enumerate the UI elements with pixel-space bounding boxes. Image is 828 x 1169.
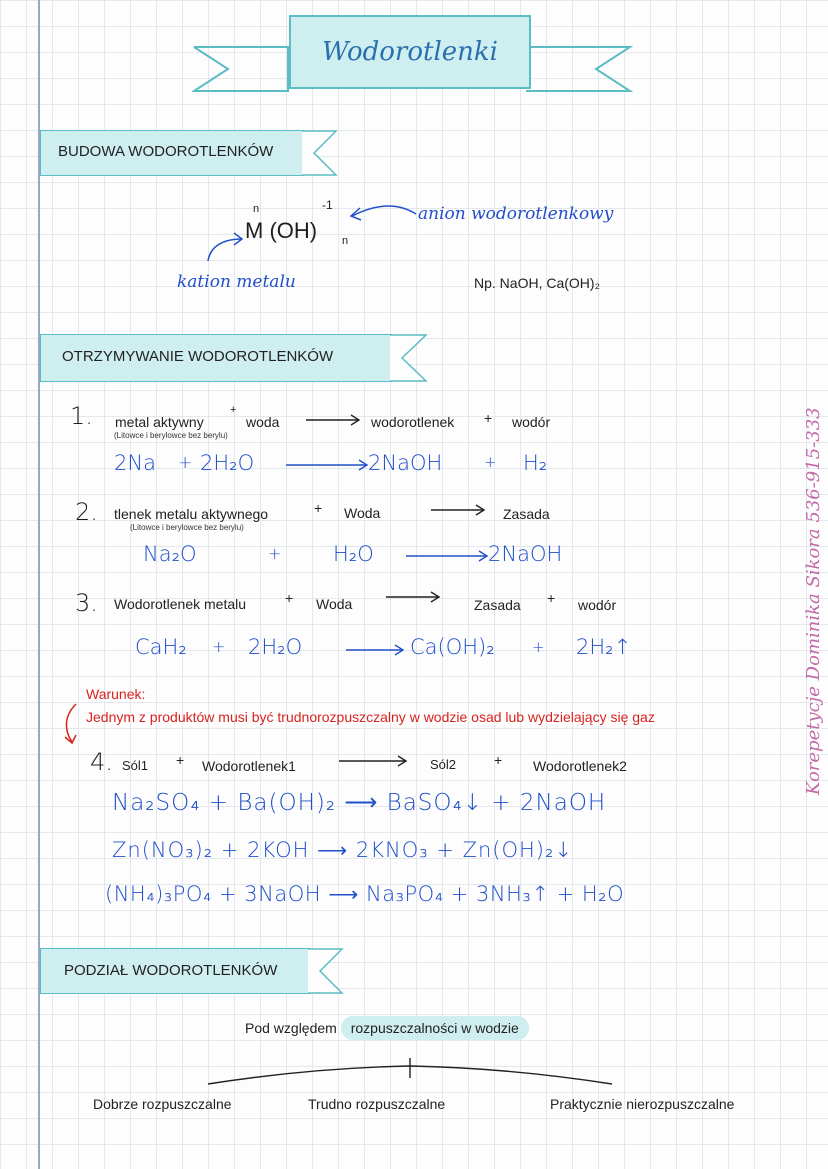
reaction-3-eq-2: + [212,637,226,656]
reaction-4-word-6: Wodorotlenek2 [533,758,627,774]
formula [245,218,317,244]
reaction-3-word-2: + [285,590,294,606]
reaction-3-word-6: wodór [578,597,617,613]
reaction-4-word-1: Sól1 [122,758,149,773]
section-ribbon-podzial [296,948,346,994]
formula-sup-n: n [253,203,260,215]
reaction-3-eq-4: Ca(OH)₂ [410,635,495,659]
reaction-2-number: 2. [75,498,98,526]
reaction-1-eq-1: 2Na [114,451,156,475]
branch-2: Trudno rozpuszczalne [308,1096,446,1112]
reaction-2-eq-2: + [268,544,282,563]
section-title-otrzymywanie: OTRZYMYWANIE WODOROTLENKÓW [62,348,334,365]
reaction-1-eq-5: + [484,453,497,471]
reaction-3-eq-1: CaH₂ [135,635,187,659]
reaction-4-word-2: + [176,752,185,768]
reaction-2-eq-3: H₂O [333,542,374,566]
reaction-2-word-2: + [314,500,323,516]
reaction-2-eq-1: Na₂O [143,542,197,566]
reaction-3-eq-5: + [532,638,545,656]
criterion-prefix: Pod względem [245,1020,337,1036]
reaction-1-word-4: wodorotlenek [371,414,455,430]
reaction-1-word-3: woda [246,414,280,430]
arrow-anion-icon [340,198,420,228]
title-box [289,15,531,89]
arrow-icon [305,413,361,427]
arrow-icon [430,503,486,517]
reaction-4-number: 4. [90,748,113,776]
reaction-1-word-1: metal aktywny [115,414,204,430]
reaction-1-eq-3: 2H₂O [200,451,255,475]
reaction-2-word-1: tlenek metalu aktywnego [114,506,269,522]
title-ribbon-right [524,44,634,94]
branch-1: Dobrze rozpuszczalne [93,1096,232,1112]
formula-hydroxide: (OH) [269,218,318,243]
reaction-3-number: 3. [75,589,98,617]
kation-label: kation metalu [177,272,296,292]
reaction-1-eq-6: H₂ [523,451,548,475]
reaction-1-word-2: + [230,404,237,416]
reaction-2-note: (Litowce i berylowce bez berylu) [130,523,244,532]
reaction-4-word-4: Sól2 [430,757,457,772]
reaction-1-eq-4: 2NaOH [368,451,443,475]
reaction-4-word-3: Wodorotlenek1 [202,758,296,774]
reaction-4-equation-1: Na₂SO₄ + Ba(OH)₂ ⟶ BaSO₄↓ + 2NaOH [112,790,607,816]
criterion-highlight: rozpuszczalności w wodzie [341,1016,529,1040]
arrow-icon [385,590,441,604]
page-title: Wodorotlenki [322,37,498,67]
reaction-3-word-1: Wodorotlenek metalu [114,596,247,612]
reaction-3-word-4: Zasada [474,597,521,613]
reaction-4-equation-2: Zn(NO₃)₂ + 2KOH ⟶ 2KNO₃ + Zn(OH)₂↓ [112,838,574,862]
reaction-1-number: 1. [70,402,93,430]
condition-text: Jednym z produktów musi być trudnorozpuszczalny w wodzie osad lub wydzielający się gaz [86,709,655,725]
reaction-3-word-5: + [547,590,556,606]
formula-metal: M [245,218,264,243]
reaction-1-word-5: + [484,410,493,426]
reaction-3-eq-3: 2H₂O [248,635,303,659]
reaction-4-word-5: + [494,752,503,768]
arrow-icon [285,458,369,472]
reaction-3-word-3: Woda [316,596,353,612]
reaction-1-word-6: wodór [512,414,551,430]
anion-label: anion wodorotlenkowy [418,204,614,224]
arrow-icon [405,549,489,563]
example-text: Np. NaOH, Ca(OH)₂ [474,275,601,291]
section-title-budowa: BUDOWA WODOROTLENKÓW [58,143,274,160]
branch-3: Praktycznie nierozpuszczalne [550,1096,735,1112]
reaction-3-eq-6: 2H₂↑ [576,635,632,659]
title-ribbon-left [192,44,292,94]
reaction-1-note: (Litowce i berylowce bez berylu) [114,431,228,440]
reaction-2-word-4: Zasada [503,506,550,522]
formula-sub-n: n [342,235,349,247]
section-title-podzial: PODZIAŁ WODOROTLENKÓW [64,962,278,979]
side-note: Korepetycje Dominika Sikora 536-915-333 [803,407,824,795]
reaction-2-word-3: Woda [344,505,381,521]
tree-lines [200,1056,620,1088]
criterion [245,1020,529,1036]
section-ribbon-otrzymywanie [378,334,430,382]
arrow-kation-icon [200,225,250,265]
arrow-icon [345,643,405,657]
reaction-2-eq-4: 2NaOH [488,542,563,566]
formula-sup-minus1: -1 [322,198,333,212]
reaction-4-equation-3: (NH₄)₃PO₄ + 3NaOH ⟶ Na₃PO₄ + 3NH₃↑ + H₂O [105,882,625,906]
arrow-icon [338,754,408,768]
section-ribbon-budowa [290,130,340,176]
condition-label: Warunek: [86,686,146,702]
condition-arrow-icon [60,702,84,748]
reaction-1-eq-2: + [178,453,193,473]
